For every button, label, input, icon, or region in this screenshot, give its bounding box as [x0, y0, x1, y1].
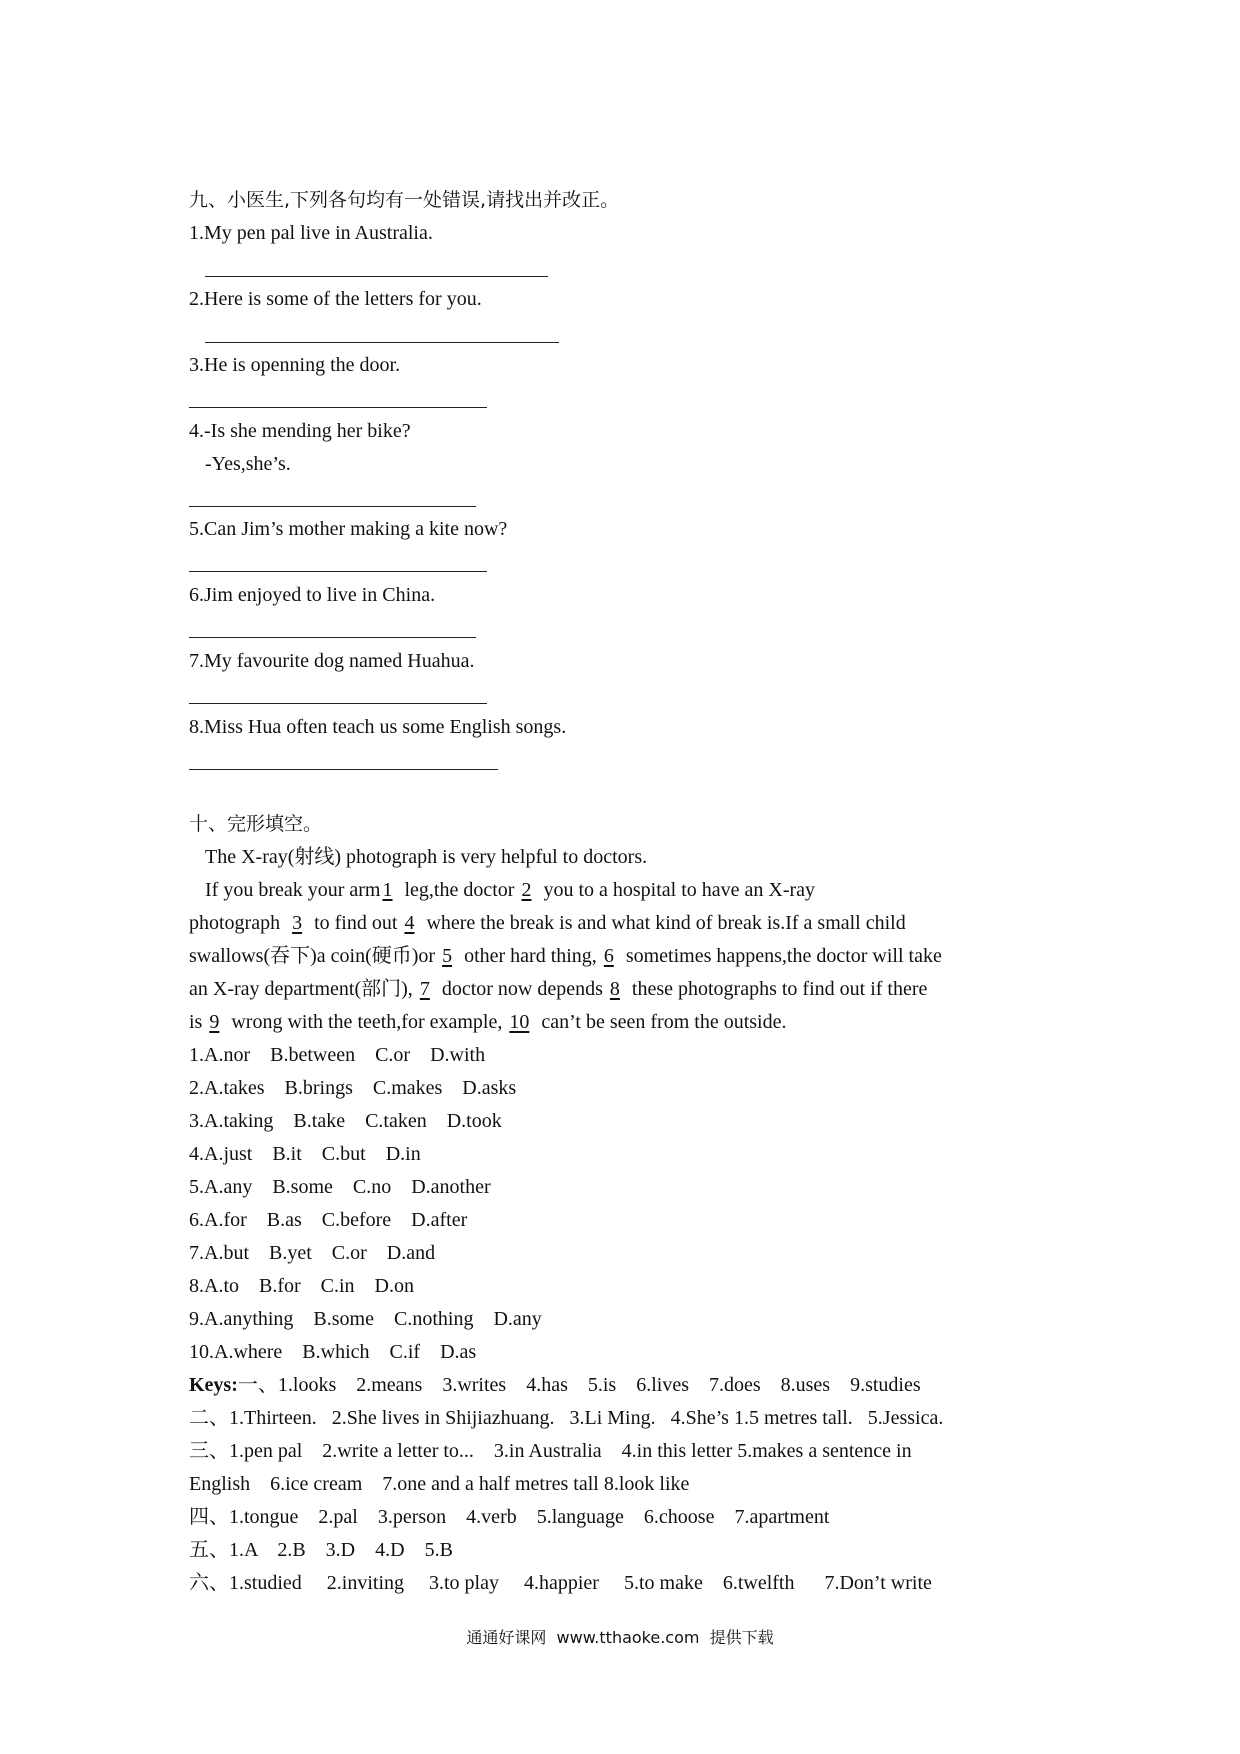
question-2: 2.Here is some of the letters for you.: [189, 288, 482, 310]
question-6: 6.Jim enjoyed to live in China.: [189, 584, 436, 606]
passage-line-1: The X-ray(射线) photograph is very helpful to doctors.: [205, 846, 648, 868]
keys-line-4: English 6.ice cream 7.one and a half metres tall 8.look like: [189, 1473, 690, 1495]
cloze-blank-1[interactable]: 1: [382, 879, 393, 901]
answer-blank-3[interactable]: [189, 407, 487, 408]
cloze-blank-5[interactable]: 5: [442, 945, 453, 967]
cloze-blank-7[interactable]: 7: [419, 978, 430, 1000]
answer-blank-6[interactable]: [189, 637, 476, 638]
option-row-9: 9.A.anything B.some C.nothing D.any: [189, 1308, 542, 1330]
cloze-blank-6[interactable]: 6: [603, 945, 614, 967]
question-3: 3.He is openning the door.: [189, 354, 401, 376]
answer-blank-5[interactable]: [189, 571, 487, 572]
passage-line-4: swallows(吞下)a coin(硬币)or 5 other hard thing, 6 sometimes happens,the doctor will take: [189, 945, 942, 967]
keys-line-1: Keys:一、1.looks 2.means 3.writes 4.has 5.is 6.lives 7.does 8.uses 9.studies: [189, 1374, 921, 1396]
section9-title: 九、小医生,下列各句均有一处错误,请找出并改正。: [189, 189, 620, 211]
question-7: 7.My favourite dog named Huahua.: [189, 650, 475, 672]
option-row-1: 1.A.nor B.between C.or D.with: [189, 1044, 486, 1066]
option-row-8: 8.A.to B.for C.in D.on: [189, 1275, 414, 1297]
option-row-7: 7.A.but B.yet C.or D.and: [189, 1242, 436, 1264]
keys-line-2: 二、1.Thirteen. 2.She lives in Shijiazhuang. 3.Li Ming. 4.She’s 1.5 metres tall. 5.Jessica.: [189, 1407, 944, 1429]
passage-line-3: photograph 3 to find out 4 where the break is and what kind of break is.If a small child: [189, 912, 906, 934]
keys-line-6: 五、1.A 2.B 3.D 4.D 5.B: [189, 1539, 453, 1561]
cloze-blank-10[interactable]: 10: [509, 1011, 530, 1033]
cloze-blank-3[interactable]: 3: [292, 912, 303, 934]
keys-line-3: 三、1.pen pal 2.write a letter to... 3.in Australia 4.in this letter 5.makes a sentence in: [189, 1440, 912, 1462]
cloze-blank-4[interactable]: 4: [404, 912, 415, 934]
keys-line-5: 四、1.tongue 2.pal 3.person 4.verb 5.language 6.choose 7.apartment: [189, 1506, 830, 1528]
answer-blank-4[interactable]: [189, 506, 476, 507]
option-row-6: 6.A.for B.as C.before D.after: [189, 1209, 468, 1231]
question-1: 1.My pen pal live in Australia.: [189, 222, 433, 244]
passage-line-5: an X-ray department(部门), 7 doctor now depends 8 these photographs to find out if there: [189, 978, 928, 1000]
question-4: 4.-Is she mending her bike?: [189, 420, 411, 442]
cloze-blank-8[interactable]: 8: [609, 978, 620, 1000]
answer-blank-2[interactable]: [205, 342, 559, 343]
passage-line-6: is 9 wrong with the teeth,for example, 10 can’t be seen from the outside.: [189, 1011, 787, 1033]
cloze-blank-2[interactable]: 2: [521, 879, 532, 901]
page-footer: 通通好课网 www.tthaoke.com 提供下载: [466, 1628, 774, 1647]
answer-blank-1[interactable]: [205, 276, 548, 277]
option-row-4: 4.A.just B.it C.but D.in: [189, 1143, 421, 1165]
question-8: 8.Miss Hua often teach us some English songs.: [189, 716, 567, 738]
section10-title: 十、完形填空。: [189, 813, 323, 835]
cloze-blank-9[interactable]: 9: [209, 1011, 220, 1033]
option-row-5: 5.A.any B.some C.no D.another: [189, 1176, 491, 1198]
keys-line-7: 六、1.studied 2.inviting 3.to play 4.happier 5.to make 6.twelfth 7.Don’t write: [189, 1572, 932, 1594]
question-5: 5.Can Jim’s mother making a kite now?: [189, 518, 508, 540]
option-row-10: 10.A.where B.which C.if D.as: [189, 1341, 477, 1363]
answer-blank-8[interactable]: [189, 769, 498, 770]
passage-line-2: If you break your arm 1 leg,the doctor 2 you to a hospital to have an X-ray: [205, 879, 816, 901]
question-4-reply: -Yes,she’s.: [205, 453, 291, 475]
keys-label: Keys:: [189, 1374, 238, 1396]
option-row-3: 3.A.taking B.take C.taken D.took: [189, 1110, 502, 1132]
answer-blank-7[interactable]: [189, 703, 487, 704]
option-row-2: 2.A.takes B.brings C.makes D.asks: [189, 1077, 517, 1099]
